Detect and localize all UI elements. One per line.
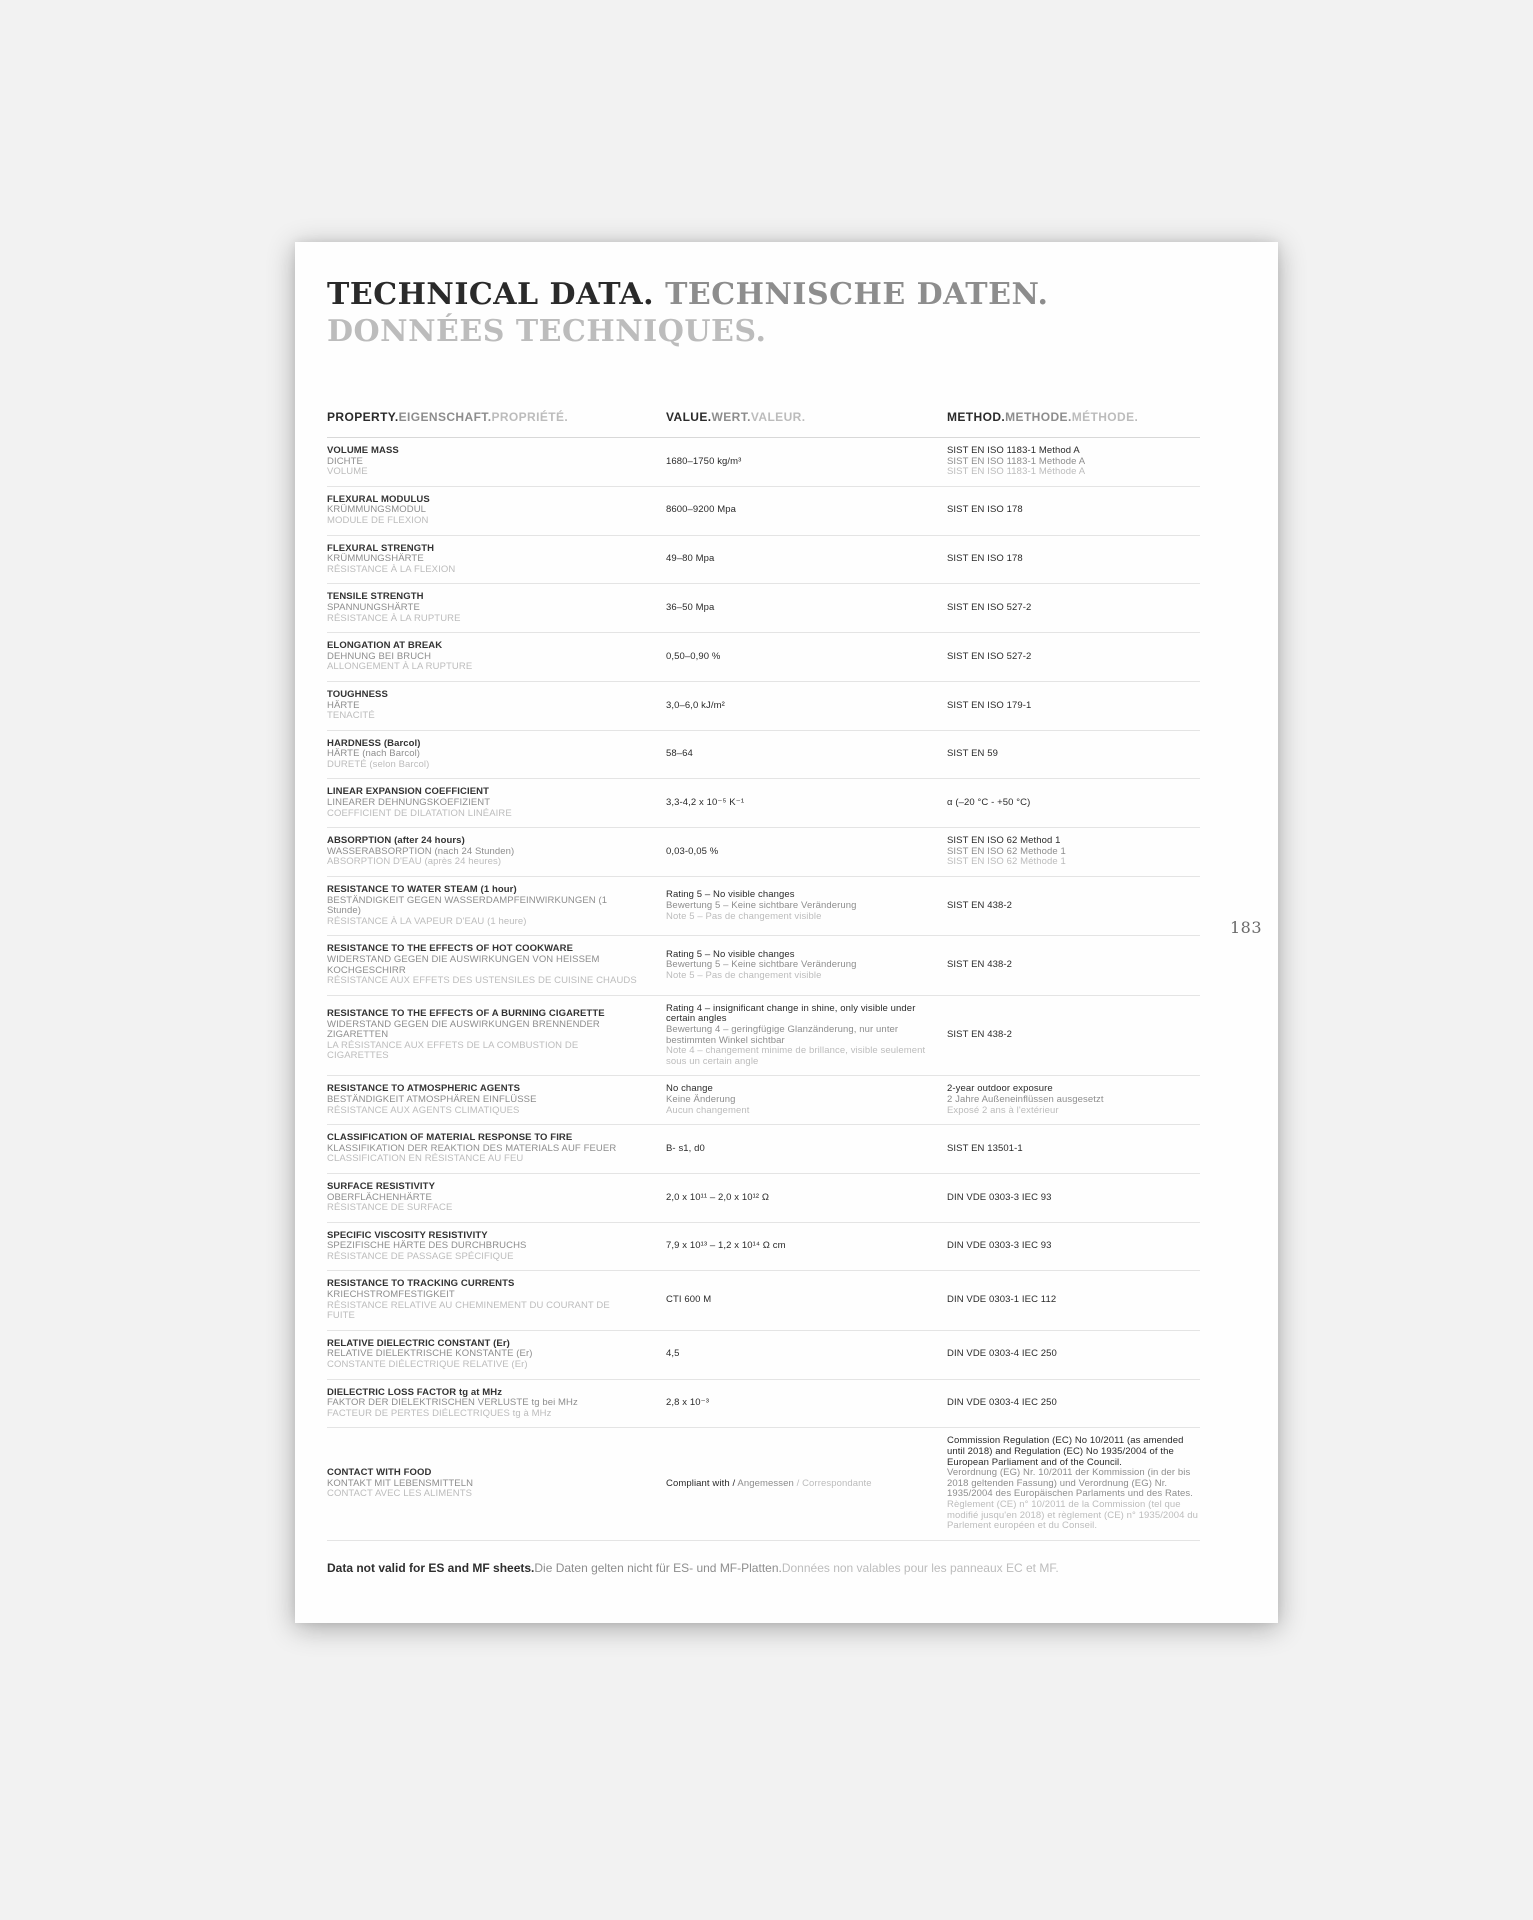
property-line: RÉSISTANCE À LA FLEXION (327, 563, 456, 575)
property-cell (327, 1084, 666, 1116)
method-line: Verordnung (EG) Nr. 10/2011 der Kommission (in der bis 2018 geltenden Fassung) und Verordnung (EG) Nr. 1935/2004 des Europäischen Parlaments und des Rates. (947, 1467, 1194, 1500)
property-line: CONTACT WITH FOOD (327, 1467, 432, 1479)
property-cell (327, 787, 666, 819)
method-line: SIST EN ISO 179-1 (947, 699, 1032, 711)
value-cell (666, 847, 947, 858)
table-row (327, 996, 1200, 1077)
method-cell (947, 1349, 1200, 1360)
method-cell (947, 798, 1200, 809)
property-cell (327, 495, 666, 527)
property-cell (327, 690, 666, 722)
value-cell (666, 950, 947, 982)
property-line: RELATIVE DIELECTRIC CONSTANT (Er) (327, 1337, 510, 1349)
value-line: Angemessen (737, 1477, 797, 1489)
property-line: ABSORPTION (after 24 hours) (327, 835, 465, 847)
property-cell (327, 1009, 666, 1062)
property-cell (327, 544, 666, 576)
value-line: Bewertung 5 – Keine sichtbare Veränderung (666, 959, 857, 971)
method-cell (947, 446, 1200, 478)
property-cell (327, 1468, 666, 1500)
method-line: SIST EN 438-2 (947, 1029, 1013, 1041)
value-cell (666, 1479, 947, 1490)
header-segment: VALUE. (666, 410, 712, 424)
property-cell (327, 944, 666, 986)
method-cell (947, 505, 1200, 516)
value-line: 3,0–6,0 kJ/m² (666, 699, 725, 711)
property-cell (327, 1182, 666, 1214)
property-line: TOUGHNESS (327, 688, 388, 700)
value-line: 2,0 x 10¹¹ – 2,0 x 10¹² Ω (666, 1191, 770, 1203)
table-row (327, 936, 1200, 995)
value-cell (666, 1144, 947, 1155)
property-line: WIDERSTAND GEGEN DIE AUSWIRKUNGEN VON HEISSEM KOCHGESCHIRR (327, 954, 600, 976)
value-line: 49–80 Mpa (666, 553, 715, 565)
value-cell (666, 890, 947, 922)
property-line: FLEXURAL MODULUS (327, 493, 430, 505)
method-cell (947, 701, 1200, 712)
property-cell (327, 1133, 666, 1165)
method-line: 2 Jahre Außeneinflüssen ausgesetzt (947, 1093, 1104, 1105)
property-line: BESTÄNDIGKEIT ATMOSPHÄREN EINFLÜSSE (327, 1093, 537, 1105)
property-cell (327, 1231, 666, 1263)
value-line: Rating 5 – No visible changes (666, 889, 795, 901)
property-line: RÉSISTANCE DE SURFACE (327, 1202, 453, 1214)
value-cell (666, 554, 947, 565)
method-cell (947, 1436, 1200, 1531)
method-cell (947, 960, 1200, 971)
value-line: 1680–1750 kg/m³ (666, 455, 742, 467)
method-line: SIST EN ISO 62 Méthode 1 (947, 856, 1066, 868)
property-line: ELONGATION AT BREAK (327, 640, 443, 652)
value-line: 3,3-4,2 x 10⁻⁵ K⁻¹ (666, 797, 745, 809)
property-line: LINEARER DEHNUNGSKOEFIZIENT (327, 797, 491, 809)
property-line: RESISTANCE TO WATER STEAM (1 hour) (327, 884, 517, 896)
technical-data-table (327, 410, 1200, 1541)
value-line: Rating 5 – No visible changes (666, 948, 795, 960)
property-line: DIELECTRIC LOSS FACTOR tg at MHz (327, 1386, 503, 1398)
property-line: OBERFLÄCHENHÄRTE (327, 1191, 432, 1203)
property-line: ABSORPTION D'EAU (après 24 heures) (327, 856, 502, 868)
value-line: Keine Änderung (666, 1093, 736, 1105)
table-row (327, 438, 1200, 487)
method-cell (947, 901, 1200, 912)
property-line: RÉSISTANCE À LA VAPEUR D'EAU (1 heure) (327, 915, 527, 927)
method-cell (947, 1144, 1200, 1155)
method-line: SIST EN ISO 1183-1 Methode A (947, 455, 1086, 467)
method-line: SIST EN ISO 178 (947, 553, 1023, 565)
document-page (295, 242, 1278, 1623)
table-body (327, 438, 1200, 1541)
property-line: HARDNESS (Barcol) (327, 737, 421, 749)
column-header-value (666, 410, 947, 424)
method-cell (947, 749, 1200, 760)
method-line: SIST EN 438-2 (947, 959, 1013, 971)
property-line: TENSILE STRENGTH (327, 591, 424, 603)
method-cell (947, 554, 1200, 565)
method-line: DIN VDE 0303-3 IEC 93 (947, 1191, 1052, 1203)
value-cell (666, 1349, 947, 1360)
property-line: DURETÉ (selon Barcol) (327, 758, 430, 770)
value-cell (666, 1084, 947, 1116)
method-line: Règlement (CE) n° 10/2011 de la Commission (tel que modifié jusqu'en 2018) et règlement (CE) n° 1935/2004 du Parlement européen et du Conseil. (947, 1498, 1198, 1532)
method-line: Exposé 2 ans à l'extérieur (947, 1104, 1059, 1116)
table-row (327, 1331, 1200, 1380)
property-cell (327, 1339, 666, 1371)
method-cell (947, 1193, 1200, 1204)
value-line: Note 5 – Pas de changement visible (666, 910, 822, 922)
table-row (327, 584, 1200, 633)
property-cell (327, 836, 666, 868)
property-line: KRIECHSTROMFESTIGKEIT (327, 1289, 455, 1301)
property-line: SURFACE RESISTIVITY (327, 1180, 436, 1192)
property-line: KONTAKT MIT LEBENSMITTELN (327, 1477, 474, 1489)
property-line: RESISTANCE TO ATMOSPHERIC AGENTS (327, 1083, 521, 1095)
property-line: CONTACT AVEC LES ALIMENTS (327, 1488, 473, 1500)
value-line: 58–64 (666, 748, 693, 760)
header-segment: WERT. (711, 410, 751, 424)
property-cell (327, 885, 666, 927)
value-line: Rating 4 – insignificant change in shine, only visible under certain angles (666, 1002, 916, 1025)
method-line: DIN VDE 0303-4 IEC 250 (947, 1348, 1057, 1360)
property-line: FLEXURAL STRENGTH (327, 542, 435, 554)
table-row (327, 487, 1200, 536)
method-cell (947, 1084, 1200, 1116)
method-line: Commission Regulation (EC) No 10/2011 (as amended until 2018) and Regulation (EC) No 1935/2004 of the European Parliament and of the Council. (947, 1435, 1184, 1468)
property-line: RÉSISTANCE DE PASSAGE SPÉCIFIQUE (327, 1250, 514, 1262)
value-cell (666, 652, 947, 663)
property-cell (327, 739, 666, 771)
method-line: SIST EN ISO 62 Methode 1 (947, 845, 1066, 857)
value-line: No change (666, 1083, 713, 1095)
value-cell (666, 701, 947, 712)
method-cell (947, 1241, 1200, 1252)
header-segment: EIGENSCHAFT. (398, 410, 492, 424)
table-row (327, 682, 1200, 731)
property-line: ALLONGEMENT À LA RUPTURE (327, 661, 473, 673)
property-line: BESTÄNDIGKEIT GEGEN WASSERDAMPFEINWIRKUNGEN (1 Stunde) (327, 894, 608, 917)
property-cell (327, 592, 666, 624)
property-line: DICHTE (327, 455, 363, 467)
value-line: Bewertung 4 – geringfügige Glanzänderung, nur unter bestimmten Winkel sichtbar (666, 1023, 899, 1046)
property-line: SPEZIFISCHE HÄRTE DES DURCHBRUCHS (327, 1240, 527, 1252)
page-title (327, 276, 1217, 350)
footnote-segment: Données non valables pour les panneaux EC et MF. (781, 1560, 1059, 1575)
value-line: CTI 600 M (666, 1294, 712, 1306)
method-line: SIST EN ISO 178 (947, 504, 1023, 516)
property-line: RÉSISTANCE À LA RUPTURE (327, 612, 461, 624)
property-line: FACTEUR DE PERTES DIÉLECTRIQUES tg à MHz (327, 1407, 552, 1419)
method-cell (947, 836, 1200, 868)
method-line: DIN VDE 0303-1 IEC 112 (947, 1294, 1057, 1306)
header-segment: METHODE. (1005, 410, 1072, 424)
method-cell (947, 603, 1200, 614)
value-cell (666, 749, 947, 760)
table-row (327, 1271, 1200, 1330)
table-row (327, 779, 1200, 828)
property-line: VOLUME (327, 466, 368, 478)
table-row (327, 1174, 1200, 1223)
property-line: KRÜMMUNGSMODUL (327, 504, 427, 516)
property-line: LINEAR EXPANSION COEFFICIENT (327, 786, 490, 798)
property-line: COEFFICIENT DE DILATATION LINÉAIRE (327, 807, 512, 819)
method-line: DIN VDE 0303-4 IEC 250 (947, 1397, 1057, 1409)
method-line: SIST EN ISO 1183-1 Méthode A (947, 466, 1086, 478)
method-line: DIN VDE 0303-3 IEC 93 (947, 1240, 1052, 1252)
property-line: DEHNUNG BEI BRUCH (327, 650, 432, 662)
property-line: RESISTANCE TO THE EFFECTS OF A BURNING CIGARETTE (327, 1008, 605, 1020)
value-cell (666, 457, 947, 468)
method-line: SIST EN 59 (947, 748, 998, 760)
property-line: HÄRTE (327, 699, 360, 711)
value-cell (666, 1398, 947, 1409)
value-line: 7,9 x 10¹³ – 1,2 x 10¹⁴ Ω cm (666, 1240, 786, 1252)
value-line: 8600–9200 Mpa (666, 504, 736, 516)
value-line: 2,8 x 10⁻³ (666, 1397, 709, 1409)
table-row (327, 633, 1200, 682)
table-row (327, 1125, 1200, 1174)
value-cell (666, 603, 947, 614)
column-header-method (947, 410, 1200, 424)
method-line: SIST EN 13501-1 (947, 1142, 1023, 1154)
property-line: FAKTOR DER DIELEKTRISCHEN VERLUSTE tg bei MHz (327, 1397, 578, 1409)
property-line: SPANNUNGSHÄRTE (327, 601, 420, 613)
title-segment: TECHNISCHE DATEN. (665, 277, 1049, 312)
header-segment: VALEUR. (750, 410, 806, 424)
property-line: CLASSIFICATION EN RÉSISTANCE AU FEU (327, 1153, 524, 1165)
value-line: / Correspondante (796, 1477, 872, 1489)
property-line: WIDERSTAND GEGEN DIE AUSWIRKUNGEN BRENNENDER ZIGARETTEN (327, 1018, 600, 1041)
footnote (327, 1561, 1227, 1576)
footnote-segment: Data not valid for ES and MF sheets. (327, 1560, 535, 1575)
property-line: RESISTANCE TO TRACKING CURRENTS (327, 1278, 515, 1290)
table-row (327, 1223, 1200, 1272)
property-line: VOLUME MASS (327, 445, 399, 456)
method-cell (947, 652, 1200, 663)
value-cell (666, 1295, 947, 1306)
property-line: MODULE DE FLEXION (327, 514, 429, 526)
property-line: CONSTANTE DIÉLECTRIQUE RELATIVE (Er) (327, 1359, 528, 1371)
header-segment: PROPRIÉTÉ. (491, 410, 569, 424)
table-row (327, 536, 1200, 585)
method-cell (947, 1030, 1200, 1041)
value-line: 4,5 (666, 1348, 680, 1360)
property-line: HÄRTE (nach Barcol) (327, 748, 421, 760)
table-row (327, 1076, 1200, 1125)
method-line: SIST EN ISO 527-2 (947, 650, 1032, 662)
title-segment: DONNÉES TECHNIQUES. (327, 314, 767, 349)
property-line: RÉSISTANCE AUX EFFETS DES USTENSILES DE CUISINE CHAUDS (327, 975, 637, 987)
value-line: Note 4 – changement minime de brillance, visible seulement sous un certain angle (666, 1045, 926, 1067)
property-line: TENACITÉ (327, 710, 375, 722)
value-line: B- s1, d0 (666, 1142, 705, 1154)
value-line: Note 5 – Pas de changement visible (666, 969, 822, 981)
value-line: 0,50–0,90 % (666, 650, 721, 662)
property-cell (327, 446, 666, 478)
column-header-property (327, 410, 666, 424)
property-line: SPECIFIC VISCOSITY RESISTIVITY (327, 1229, 488, 1241)
property-cell (327, 1279, 666, 1321)
property-cell (327, 1388, 666, 1420)
header-segment: MÉTHODE. (1071, 410, 1139, 424)
method-cell (947, 1398, 1200, 1409)
property-line: KRÜMMUNGSHÄRTE (327, 553, 424, 565)
value-line: 36–50 Mpa (666, 601, 715, 613)
table-row (327, 1428, 1200, 1540)
value-cell (666, 505, 947, 516)
value-cell (666, 798, 947, 809)
table-row (327, 1380, 1200, 1429)
method-line: SIST EN ISO 1183-1 Method A (947, 445, 1080, 456)
header-segment: METHOD. (947, 410, 1006, 424)
method-line: 2-year outdoor exposure (947, 1083, 1053, 1095)
property-line: CLASSIFICATION OF MATERIAL RESPONSE TO FIRE (327, 1132, 573, 1144)
property-line: RÉSISTANCE RELATIVE AU CHEMINEMENT DU COURANT DE FUITE (327, 1299, 610, 1322)
method-line: SIST EN 438-2 (947, 899, 1013, 911)
page-number: 183 (1229, 918, 1262, 937)
property-line: RELATIVE DIELEKTRISCHE KONSTANTE (Er) (327, 1348, 533, 1360)
method-line: SIST EN ISO 527-2 (947, 601, 1032, 613)
value-line: Bewertung 5 – Keine sichtbare Veränderung (666, 899, 857, 911)
method-line: α (–20 °C - +50 °C) (947, 797, 1031, 809)
value-line: Aucun changement (666, 1104, 750, 1116)
property-cell (327, 641, 666, 673)
table-row (327, 731, 1200, 780)
property-line: LA RÉSISTANCE AUX EFFETS DE LA COMBUSTION DE CIGARETTES (327, 1039, 579, 1062)
property-line: WASSERABSORPTION (nach 24 Stunden) (327, 845, 515, 857)
value-cell (666, 1241, 947, 1252)
title-segment: TECHNICAL DATA. (327, 277, 655, 312)
property-line: KLASSIFIKATION DER REAKTION DES MATERIALS AUF FEUER (327, 1142, 617, 1154)
property-line: RESISTANCE TO THE EFFECTS OF HOT COOKWARE (327, 943, 574, 955)
footnote-segment: Die Daten gelten nicht für ES- und MF-Platten. (534, 1560, 782, 1575)
table-header-row (327, 410, 1200, 438)
value-line: 0,03-0,05 % (666, 845, 719, 857)
property-line: RÉSISTANCE AUX AGENTS CLIMATIQUES (327, 1104, 520, 1116)
table-row (327, 877, 1200, 936)
method-line: SIST EN ISO 62 Method 1 (947, 835, 1061, 847)
method-cell (947, 1295, 1200, 1306)
table-row (327, 828, 1200, 877)
value-line: Compliant with / (666, 1477, 738, 1489)
value-cell (666, 1004, 947, 1068)
header-segment: PROPERTY. (327, 410, 399, 424)
value-cell (666, 1193, 947, 1204)
